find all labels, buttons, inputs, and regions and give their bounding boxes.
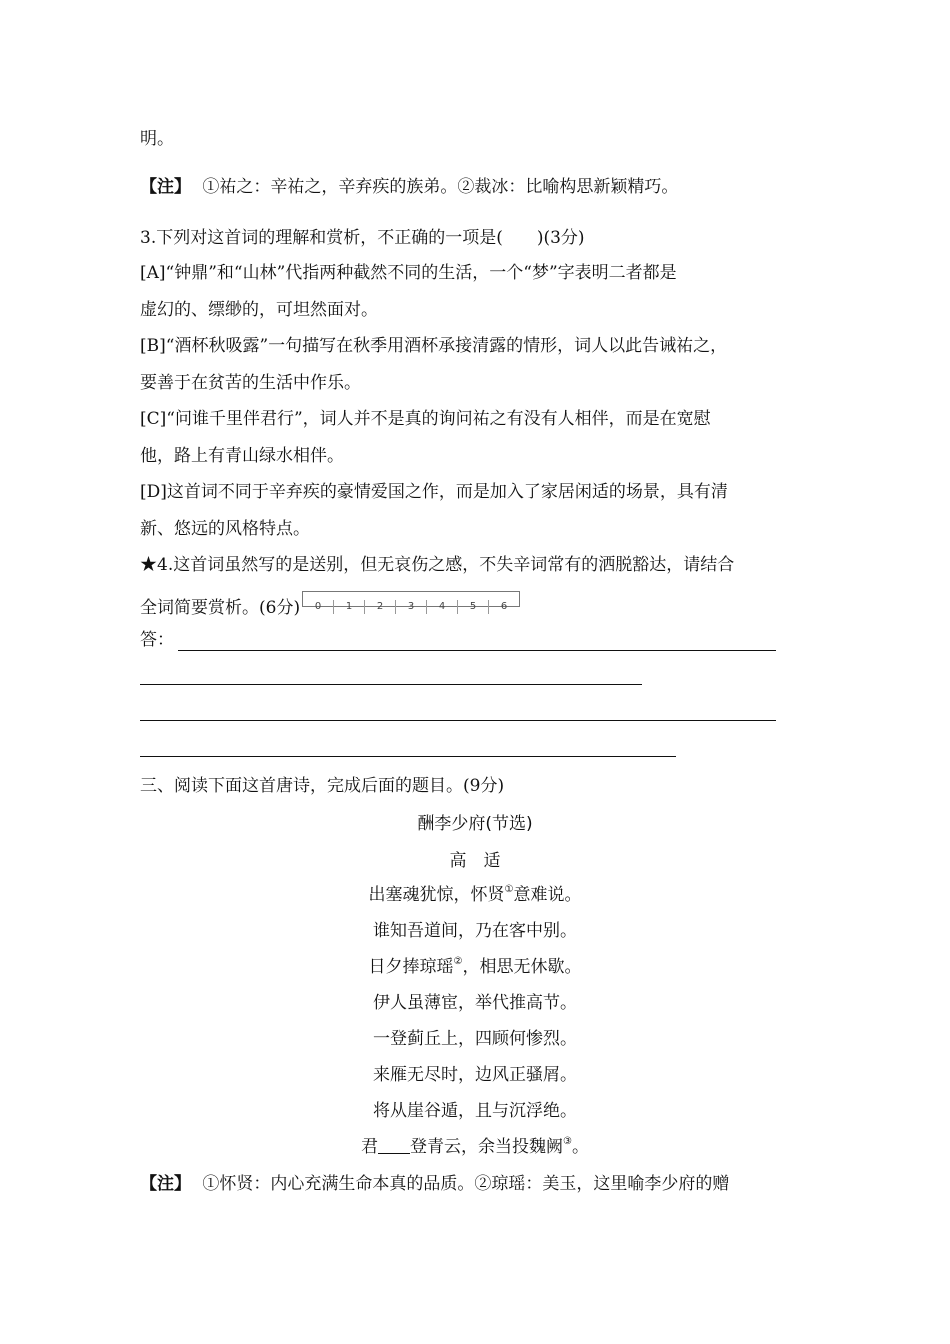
poem-line: 伊人虽薄宦，举代推高节。 bbox=[373, 993, 577, 1013]
score-box[interactable]: 0 bbox=[314, 601, 322, 612]
note-text: ①祐之：辛祐之，辛弃疾的族弟。②裁冰：比喻构思新颖精巧。 bbox=[202, 177, 679, 197]
option-b-line2: 要善于在贫苦的生活中作乐。 bbox=[140, 373, 361, 393]
poem-author: 高 适 bbox=[449, 851, 501, 871]
option-a-line2: 虚幻的、缥缈的，可坦然面对。 bbox=[140, 300, 378, 320]
answer-line[interactable] bbox=[140, 756, 676, 757]
fill-in-blank[interactable] bbox=[378, 1137, 410, 1154]
poem-line: 谁知吾道间，乃在客中别。 bbox=[373, 921, 577, 941]
poem-line: 一登蓟丘上，四顾何惨烈。 bbox=[373, 1029, 577, 1049]
annotation-note bbox=[140, 1172, 729, 1196]
poem-line: 将从崖谷遁，且与沉浮绝。 bbox=[373, 1101, 577, 1121]
note-label: 【注】 bbox=[140, 177, 191, 197]
poem-line-last: 君 登青云，余当投魏阙③。 bbox=[361, 1136, 589, 1157]
poem-title: 酬李少府(节选) bbox=[417, 814, 533, 834]
answer-line[interactable] bbox=[178, 650, 776, 651]
section-3-heading: 三、阅读下面这首唐诗，完成后面的题目。(9分) bbox=[140, 776, 505, 796]
option-c-line1: [C]“问谁千里伴君行”，词人并不是真的询问祐之有没有人相伴，而是在宽慰 bbox=[140, 409, 711, 429]
question-4-line2 bbox=[140, 591, 520, 620]
answer-line[interactable] bbox=[140, 720, 776, 721]
question-3-stem: 3.下列对这首词的理解和赏析，不正确的一项是( )(3分) bbox=[140, 228, 585, 248]
answer-line[interactable] bbox=[140, 684, 642, 685]
note-label: 【注】 bbox=[140, 1174, 191, 1194]
option-a-line1: [A]“钟鼎”和“山林”代指两种截然不同的生活，一个“梦”字表明二者都是 bbox=[140, 263, 677, 283]
score-box[interactable]: 6 bbox=[488, 600, 519, 614]
poem-line: 来雁无尽时，边风正骚屑。 bbox=[373, 1065, 577, 1085]
score-box[interactable]: 5 bbox=[457, 600, 488, 614]
poem-line: 出塞魂犹惊，怀贤①意难说。 bbox=[368, 884, 582, 905]
answer-label: 答： bbox=[140, 630, 174, 650]
question-4-line2-text: 全词简要赏析。(6分) bbox=[140, 598, 301, 618]
poem-line: 日夕捧琼瑶②，相思无休歇。 bbox=[368, 956, 582, 977]
score-box[interactable]: 2 bbox=[364, 600, 395, 614]
continuation-text: 明。 bbox=[140, 129, 174, 149]
score-box[interactable]: 3 bbox=[395, 600, 426, 614]
option-d-line1: [D]这首词不同于辛弃疾的豪情爱国之作，而是加入了家居闲适的场景，具有清 bbox=[140, 482, 728, 502]
score-box[interactable]: 1 bbox=[333, 600, 364, 614]
score-box[interactable]: 4 bbox=[426, 600, 457, 614]
option-d-line2: 新、悠远的风格特点。 bbox=[140, 519, 310, 539]
question-4-line1: ★4.这首词虽然写的是送别，但无哀伤之感，不失辛词常有的洒脱豁达，请结合 bbox=[140, 555, 735, 575]
option-c-line2: 他，路上有青山绿水相伴。 bbox=[140, 446, 344, 466]
score-box-row bbox=[302, 591, 520, 612]
annotation-note bbox=[140, 175, 678, 199]
option-b-line1: [B]“酒杯秋吸露”一句描写在秋季用酒杯承接清露的情形，词人以此告诫祐之， bbox=[140, 336, 728, 356]
note-text: ①怀贤：内心充满生命本真的品质。②琼瑶：美玉，这里喻李少府的赠 bbox=[202, 1174, 730, 1194]
